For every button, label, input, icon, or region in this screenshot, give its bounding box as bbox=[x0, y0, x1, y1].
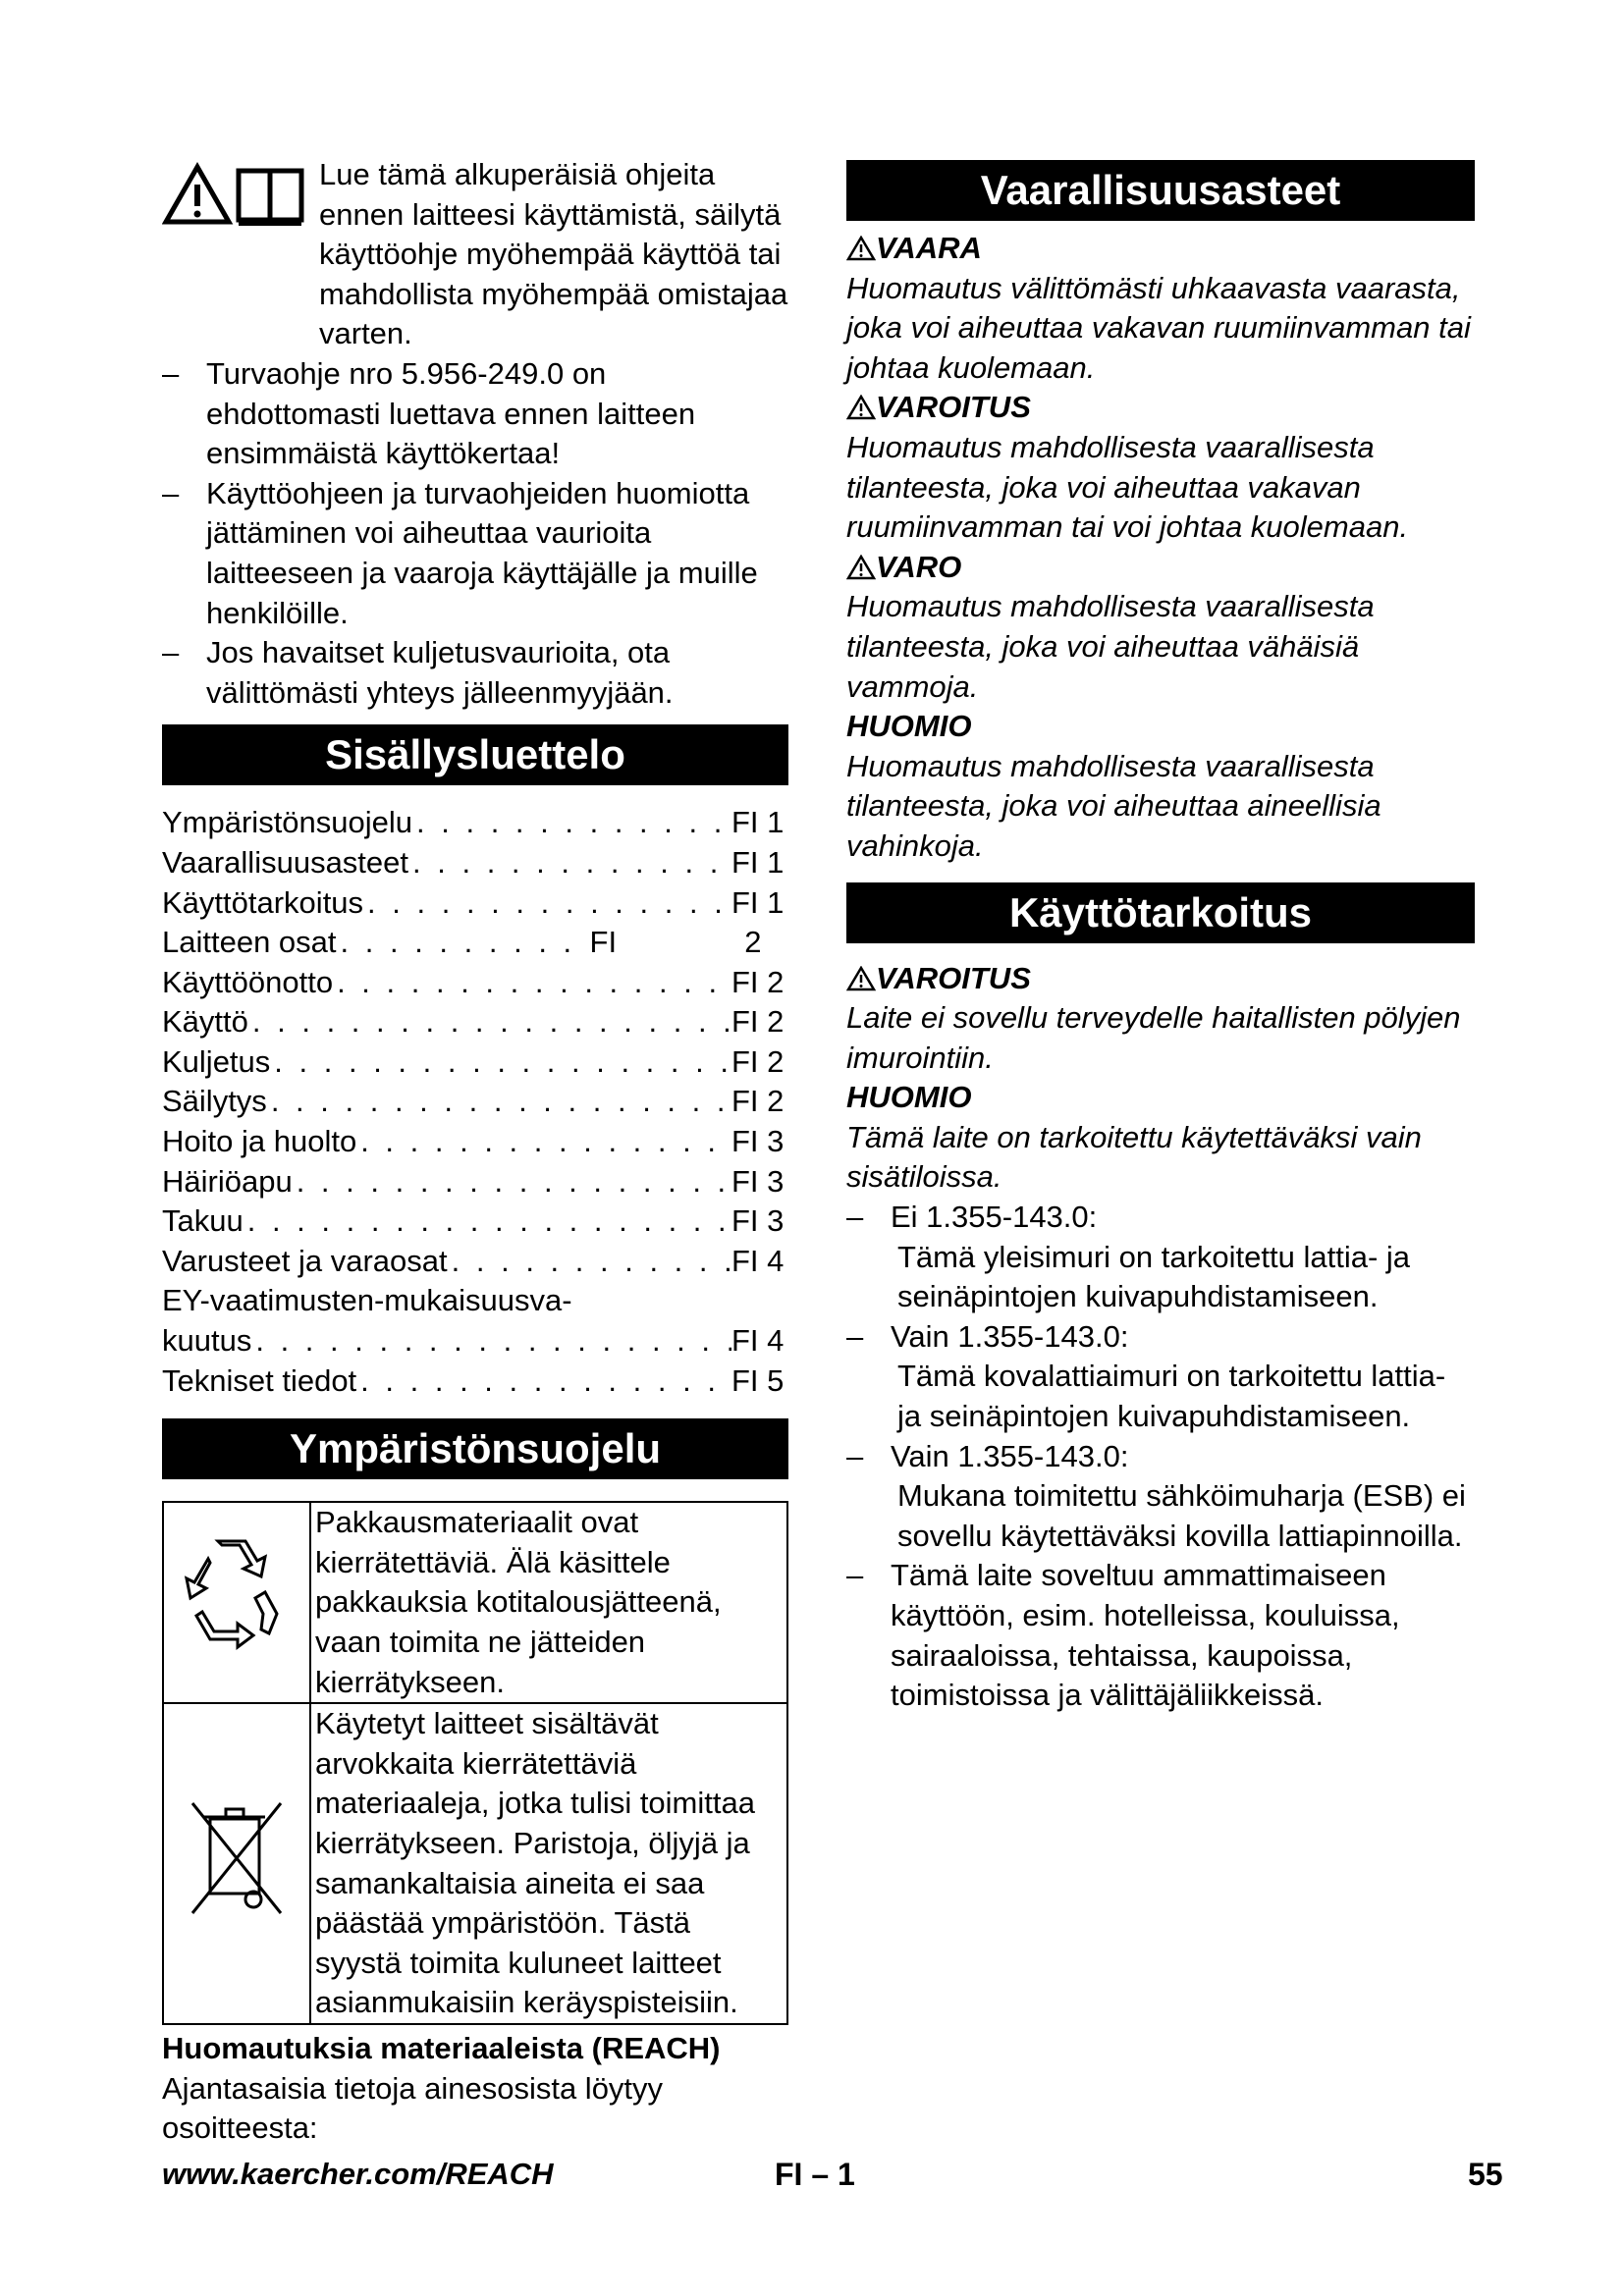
purpose-item-body: Tämä yleisimuri on tarkoitettu lattia- ja seinäpintojen kuivapuhdistamiseen. bbox=[897, 1239, 1411, 1314]
purpose-item: – Vain 1.355-143.0: bbox=[846, 1438, 1129, 1473]
bin-text: Käytetyt laitteet sisältävät arvokkaita kierrätettäviä materiaaleja, jotka tulisi toimittaa kierrätykseen. Paristoja, öljyjä ja samankaltaisia aineita ei saa päästää ympäristöön. Tästä syystä toimita kuluneet laitteet asianmukaisiin keräyspisteisiin. bbox=[310, 1703, 787, 2024]
crossed-bin-icon bbox=[183, 1789, 291, 1927]
toc-entry[interactable]: Varusteet ja varaosat . . . FI 4 bbox=[162, 1242, 788, 1282]
purpose-item: – Ei 1.355-143.0: bbox=[846, 1200, 1098, 1235]
recycle-icon bbox=[183, 1533, 291, 1661]
intro-text: Lue tämä alkuperäisiä ohjeita ennen laitteesi käyttämistä, säilytä käyttöohje myöhempää käyttöä tai mahdollista myöhempää omistajaa varten. bbox=[319, 157, 788, 351]
intro-bullet: – Jos havaitset kuljetusvaurioita, ota välittömästi yhteys jälleenmyyjään. bbox=[162, 635, 674, 710]
warning-icon bbox=[846, 395, 876, 420]
hazard-level: VAARA Huomautus välittömästi uhkaavasta vaarasta, joka voi aiheuttaa vakavan ruumiinvamman tai johtaa kuolemaan. bbox=[846, 229, 1475, 388]
purpose-item: – Vain 1.355-143.0: bbox=[846, 1318, 1129, 1354]
recycle-cell bbox=[163, 1502, 310, 1703]
environment-table bbox=[162, 1501, 788, 2025]
toc-entry[interactable]: Laitteen osat . . . FI 2 bbox=[162, 923, 788, 963]
purpose-item: – Tämä laite soveltuu ammattimaiseen käyttöön, esim. hotelleissa, kouluissa, sairaaloissa, tehtaissa, kaupoissa, toimistoissa ja välittäjäliikkeissä. bbox=[846, 1558, 1400, 1713]
signal-word: VAROITUS bbox=[846, 388, 1475, 428]
reach-text: Ajantasaisia tietoja ainesosista löytyy osoitteesta: bbox=[162, 2070, 664, 2146]
purpose-item-body: Tämä kovalattiaimuri on tarkoitettu lattia- ja seinäpintojen kuivapuhdistamiseen. bbox=[897, 1359, 1446, 1434]
toc-entry[interactable]: Häiriöapu . . . FI 3 bbox=[162, 1162, 788, 1202]
toc-entry[interactable]: Kuljetus . . . FI 2 bbox=[162, 1042, 788, 1083]
signal-word: VAARA bbox=[846, 229, 1475, 269]
table-row bbox=[163, 1703, 787, 2024]
right-column bbox=[846, 155, 1475, 1716]
hazard-heading: Vaarallisuusasteet bbox=[846, 160, 1475, 221]
intro-bullet: – Käyttöohjeen ja turvaohjeiden huomiotta jättäminen voi aiheuttaa vaurioita laitteeseen ja vaaroja käyttäjälle ja muille henkilöille. bbox=[162, 475, 758, 630]
left-column bbox=[162, 155, 788, 2194]
signal-word: VARO bbox=[846, 548, 1475, 588]
hazard-level: VAROITUS Huomautus mahdollisesta vaarallisesta tilanteesta, joka voi aiheuttaa vakavan ruumiinvamman tai voi johtaa kuolemaan. bbox=[846, 388, 1475, 547]
signal-word: HUOMIO bbox=[846, 1080, 972, 1115]
toc-entry[interactable]: Käyttö . . . FI 2 bbox=[162, 1002, 788, 1042]
footer-page-number: 55 bbox=[1468, 2157, 1503, 2192]
read-manual-warning-icon bbox=[162, 159, 309, 228]
warning-icon bbox=[846, 555, 876, 580]
footer-section-page: FI – 1 bbox=[775, 2157, 855, 2192]
toc-entry[interactable]: Käyttötarkoitus . . . FI 1 bbox=[162, 883, 788, 924]
purpose-warning: VAROITUS Laite ei sovellu terveydelle haitallisten pölyjen imurointiin. bbox=[846, 959, 1475, 1079]
intro-bullet: – Turvaohje nro 5.956-249.0 on ehdottomasti luettava ennen laitteen ensimmäistä käyttökertaa! bbox=[162, 355, 696, 471]
toc-entry-wrapped-cont[interactable]: kuutus . . . FI 4 bbox=[162, 1321, 788, 1362]
toc-entry[interactable]: Ympäristönsuojelu . . . FI 1 bbox=[162, 803, 788, 843]
reach-title: Huomautuksia materiaaleista (REACH) bbox=[162, 2030, 721, 2065]
purpose-heading: Käyttötarkoitus bbox=[846, 882, 1475, 943]
environment-heading: Ympäristönsuojelu bbox=[162, 1418, 788, 1479]
toc-entry[interactable]: Säilytys . . . FI 2 bbox=[162, 1082, 788, 1122]
signal-word: VAROITUS bbox=[846, 959, 1475, 999]
toc-entry[interactable]: Takuu . . . FI 3 bbox=[162, 1201, 788, 1242]
reach-link[interactable]: www.kaercher.com/REACH bbox=[162, 2156, 554, 2191]
bin-cell bbox=[163, 1703, 310, 2024]
table-row bbox=[163, 1502, 787, 1703]
table-of-contents bbox=[162, 803, 788, 1401]
purpose-note: HUOMIO Tämä laite on tarkoitettu käytettäväksi vain sisätiloissa. bbox=[846, 1078, 1475, 1198]
signal-word: HUOMIO bbox=[846, 709, 972, 744]
toc-entry[interactable]: Tekniset tiedot . . . FI 5 bbox=[162, 1362, 788, 1402]
intro-paragraph bbox=[162, 155, 788, 354]
toc-entry[interactable]: Käyttöönotto . . . FI 2 bbox=[162, 963, 788, 1003]
hazard-level: HUOMIO Huomautus mahdollisesta vaarallisesta tilanteesta, joka voi aiheuttaa aineellisia vahinkoja. bbox=[846, 707, 1475, 866]
warning-icon bbox=[846, 966, 876, 991]
toc-entry[interactable]: Vaarallisuusasteet . . . FI 1 bbox=[162, 843, 788, 883]
toc-entry-wrapped[interactable]: EY-vaatimusten-mukaisuusva- bbox=[162, 1283, 572, 1318]
purpose-item-body: Mukana toimitettu sähköimuharja (ESB) ei sovellu käytettäväksi kovilla lattiapinnoilla. bbox=[897, 1478, 1466, 1553]
hazard-level: VARO Huomautus mahdollisesta vaarallisesta tilanteesta, joka voi aiheuttaa vähäisiä vammoja. bbox=[846, 548, 1475, 707]
toc-entry[interactable]: Hoito ja huolto . . . FI 3 bbox=[162, 1122, 788, 1162]
warning-icon bbox=[846, 236, 876, 261]
recycle-text: Pakkausmateriaalit ovat kierrätettäviä. Älä käsittele pakkauksia kotitalousjätteenä, vaan toimita ne jätteiden kierrätykseen. bbox=[310, 1502, 787, 1703]
toc-heading: Sisällysluettelo bbox=[162, 724, 788, 785]
